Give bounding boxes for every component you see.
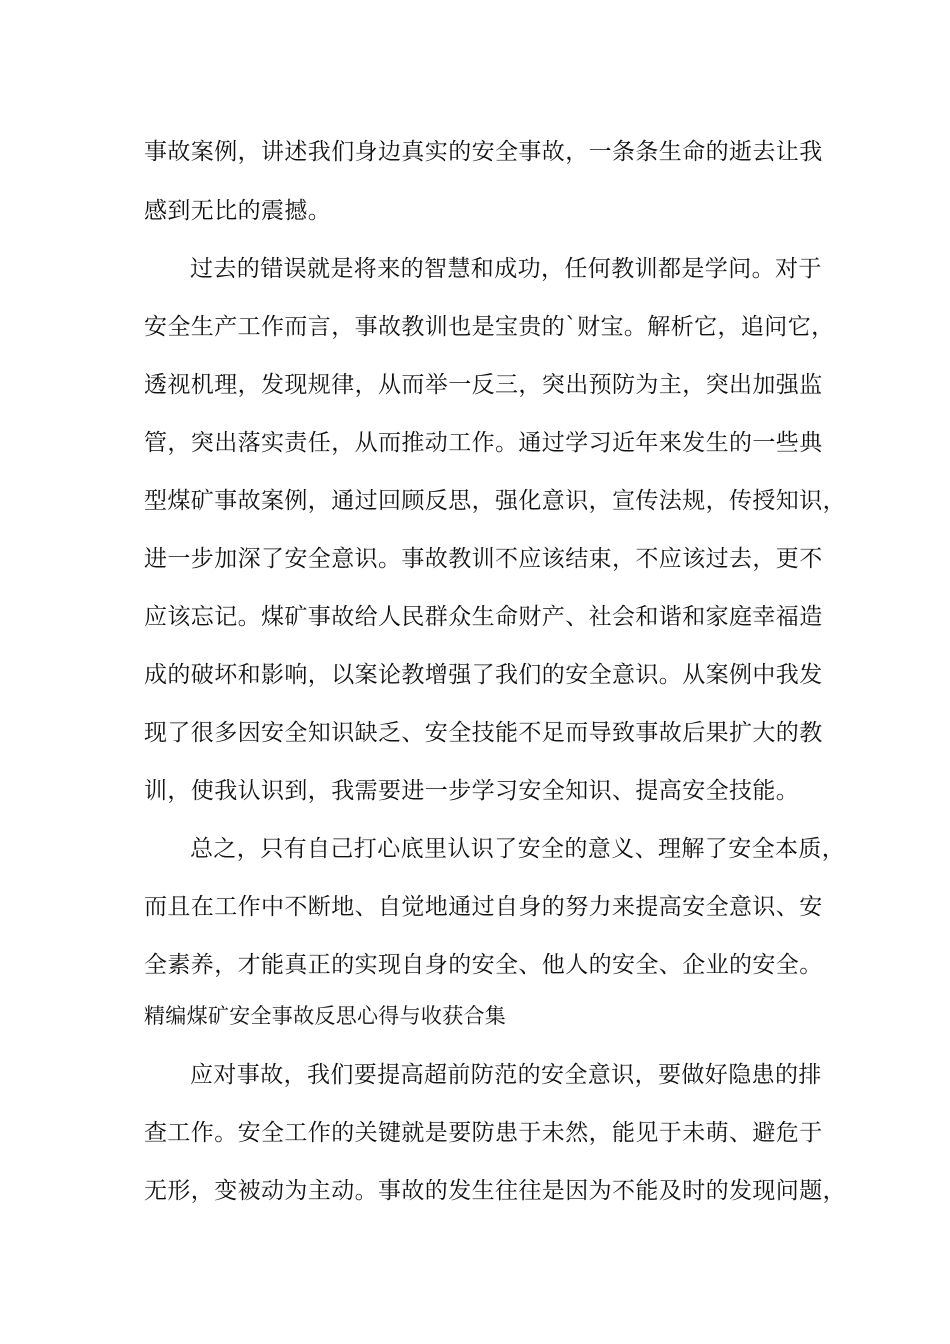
text-line: 透视机理，发现规律，从而举一反三，突出预防为主，突出加强监 bbox=[144, 372, 823, 398]
text-line: 成的破坏和影响，以案论教增强了我们的安全意识。从案例中我发 bbox=[144, 662, 823, 688]
paragraph-first-line: 应对事故，我们要提高超前防范的安全意识，要做好隐患的排 bbox=[190, 1062, 822, 1088]
text-line: 安全生产工作而言，事故教训也是宝贵的`财宝。解析它，追问它， bbox=[144, 314, 835, 340]
text-line: 型煤矿事故案例，通过回顾反思，强化意识，宣传法规，传授知识， bbox=[144, 488, 846, 514]
text-line: 事故案例，讲述我们身边真实的安全事故，一条条生命的逝去让我 bbox=[144, 139, 823, 165]
text-line: 查工作。安全工作的关键就是要防患于未然，能见于未萌、避危于 bbox=[144, 1120, 823, 1146]
text-line: 进一步加深了安全意识。事故教训不应该结束，不应该过去，更不 bbox=[144, 546, 823, 572]
text-line: 应该忘记。煤矿事故给人民群众生命财产、社会和谐和家庭幸福造 bbox=[144, 604, 823, 630]
text-line: 而且在工作中不断地、自觉地通过自身的努力来提高安全意识、安 bbox=[144, 894, 823, 920]
text-line: 感到无比的震撼。 bbox=[144, 198, 332, 224]
text-line: 全素养，才能真正的实现自身的安全、他人的安全、企业的安全。 bbox=[144, 952, 823, 978]
paragraph-first-line: 总之，只有自己打心底里认识了安全的意义、理解了安全本质， bbox=[190, 836, 846, 862]
text-line: 管，突出落实责任，从而推动工作。通过学习近年来发生的一些典 bbox=[144, 430, 823, 456]
text-line: 现了很多因安全知识缺乏、安全技能不足而导致事故后果扩大的教 bbox=[144, 720, 823, 746]
text-line: 训，使我认识到，我需要进一步学习安全知识、提高安全技能。 bbox=[144, 778, 800, 804]
text-line: 无形，变被动为主动。事故的发生往往是因为不能及时的发现问题， bbox=[144, 1178, 846, 1204]
section-heading: 精编煤矿安全事故反思心得与收获合集 bbox=[144, 1004, 507, 1028]
paragraph-first-line: 过去的错误就是将来的智慧和成功，任何教训都是学问。对于 bbox=[190, 256, 822, 282]
